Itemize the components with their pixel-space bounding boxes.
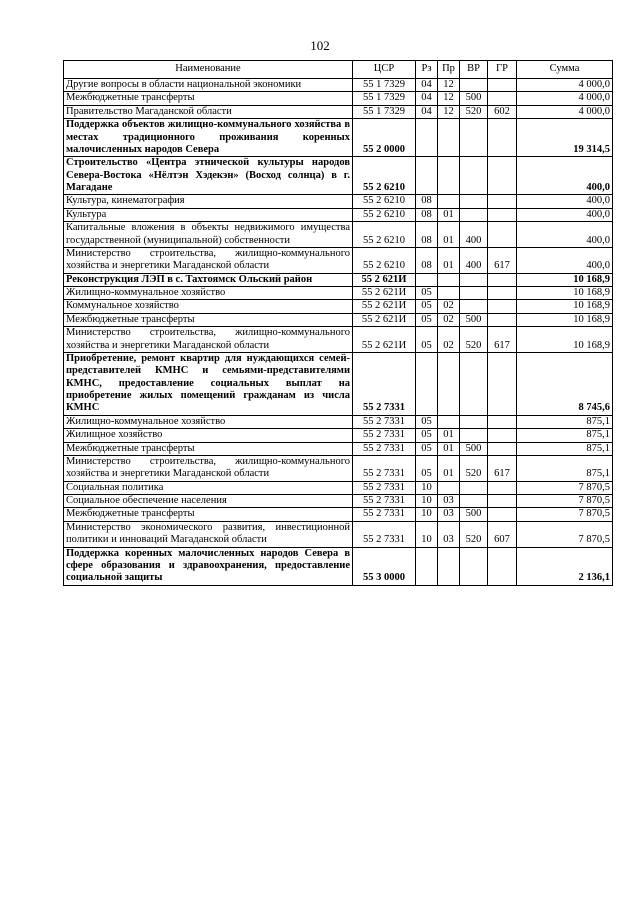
cell-pr — [438, 119, 460, 157]
cell-pr: 03 — [438, 521, 460, 547]
cell-vr — [460, 429, 488, 442]
cell-sum: 7 870,5 — [517, 495, 613, 508]
cell-rz: 05 — [416, 313, 438, 326]
table-row — [64, 327, 613, 353]
table-row — [64, 287, 613, 300]
table-row — [64, 455, 613, 481]
cell-sum: 4 000,0 — [517, 79, 613, 92]
cell-rz — [416, 547, 438, 585]
cell-sum: 400,0 — [517, 157, 613, 195]
cell-rz: 08 — [416, 195, 438, 208]
cell-vr: 520 — [460, 105, 488, 118]
cell-sum: 4 000,0 — [517, 105, 613, 118]
cell-name: Правительство Магаданской области — [64, 105, 353, 118]
cell-sum: 10 168,9 — [517, 300, 613, 313]
cell-rz: 10 — [416, 508, 438, 521]
header-sum: Сумма — [517, 61, 613, 79]
budget-table — [63, 60, 613, 586]
cell-pr: 02 — [438, 313, 460, 326]
cell-gr — [488, 195, 517, 208]
table-row — [64, 79, 613, 92]
cell-sum: 7 870,5 — [517, 521, 613, 547]
cell-vr — [460, 415, 488, 428]
cell-name: Жилищно-коммунальное хозяйство — [64, 415, 353, 428]
cell-sum: 10 168,9 — [517, 273, 613, 286]
table-row — [64, 92, 613, 105]
cell-gr — [488, 273, 517, 286]
cell-rz: 04 — [416, 105, 438, 118]
cell-csr: 55 2 7331 — [353, 521, 416, 547]
table-row — [64, 547, 613, 585]
cell-csr: 55 1 7329 — [353, 79, 416, 92]
cell-vr — [460, 195, 488, 208]
table-row — [64, 415, 613, 428]
cell-pr: 03 — [438, 495, 460, 508]
cell-vr: 500 — [460, 442, 488, 455]
cell-sum: 7 870,5 — [517, 481, 613, 494]
cell-name: Министерство строительства, жилищно-коммунального хозяйства и энергетики Магаданской области — [64, 327, 353, 353]
table-row — [64, 208, 613, 221]
cell-rz: 05 — [416, 455, 438, 481]
cell-vr: 500 — [460, 508, 488, 521]
cell-rz: 05 — [416, 327, 438, 353]
cell-pr: 02 — [438, 300, 460, 313]
cell-name: Реконструкция ЛЭП в с. Тахтоямск Ольский район — [64, 273, 353, 286]
cell-csr: 55 2 621И — [353, 287, 416, 300]
cell-sum: 400,0 — [517, 195, 613, 208]
cell-name: Межбюджетные трансферты — [64, 313, 353, 326]
cell-sum: 7 870,5 — [517, 508, 613, 521]
cell-pr: 12 — [438, 92, 460, 105]
cell-rz: 05 — [416, 300, 438, 313]
cell-gr: 602 — [488, 105, 517, 118]
table-row — [64, 481, 613, 494]
cell-rz: 05 — [416, 429, 438, 442]
table-row — [64, 521, 613, 547]
cell-gr — [488, 222, 517, 248]
cell-pr: 01 — [438, 247, 460, 273]
page-number: 102 — [310, 38, 330, 53]
table-row — [64, 195, 613, 208]
cell-name: Поддержка коренных малочисленных народов Севера в сфере образования и здравоохранения, предоставление социальной защиты — [64, 547, 353, 585]
table-body — [64, 79, 613, 586]
cell-pr: 01 — [438, 208, 460, 221]
cell-name: Поддержка объектов жилищно-коммунального хозяйства в местах традиционного проживания коренных малочисленных народов Севера — [64, 119, 353, 157]
cell-sum: 8 745,6 — [517, 352, 613, 415]
cell-gr — [488, 157, 517, 195]
cell-pr: 12 — [438, 79, 460, 92]
header-pr: Пр — [438, 61, 460, 79]
cell-gr: 617 — [488, 247, 517, 273]
cell-csr: 55 2 7331 — [353, 352, 416, 415]
cell-sum: 400,0 — [517, 208, 613, 221]
cell-gr — [488, 508, 517, 521]
cell-csr: 55 2 7331 — [353, 455, 416, 481]
cell-rz: 08 — [416, 247, 438, 273]
table-row — [64, 429, 613, 442]
cell-gr — [488, 547, 517, 585]
table-row — [64, 247, 613, 273]
cell-pr — [438, 481, 460, 494]
cell-name: Социальная политика — [64, 481, 353, 494]
cell-vr — [460, 79, 488, 92]
cell-vr: 500 — [460, 313, 488, 326]
cell-name: Министерство строительства, жилищно-коммунального хозяйства и энергетики Магаданской области — [64, 247, 353, 273]
cell-vr: 400 — [460, 222, 488, 248]
cell-rz: 04 — [416, 92, 438, 105]
cell-csr: 55 2 6210 — [353, 208, 416, 221]
cell-pr — [438, 415, 460, 428]
header-name: Наименование — [64, 61, 353, 79]
cell-vr: 520 — [460, 455, 488, 481]
table-row — [64, 442, 613, 455]
table-row — [64, 313, 613, 326]
cell-sum: 400,0 — [517, 247, 613, 273]
cell-sum: 875,1 — [517, 415, 613, 428]
cell-pr: 03 — [438, 508, 460, 521]
cell-csr: 55 2 7331 — [353, 415, 416, 428]
cell-rz: 08 — [416, 208, 438, 221]
cell-name: Министерство экономического развития, инвестиционной политики и инноваций Магаданской области — [64, 521, 353, 547]
cell-pr — [438, 547, 460, 585]
cell-vr — [460, 352, 488, 415]
cell-name: Жилищное хозяйство — [64, 429, 353, 442]
cell-vr: 500 — [460, 92, 488, 105]
cell-rz: 05 — [416, 287, 438, 300]
cell-csr: 55 3 0000 — [353, 547, 416, 585]
table-row — [64, 352, 613, 415]
cell-gr — [488, 429, 517, 442]
cell-gr: 617 — [488, 455, 517, 481]
cell-csr: 55 2 6210 — [353, 247, 416, 273]
cell-vr — [460, 481, 488, 494]
cell-gr — [488, 495, 517, 508]
cell-pr — [438, 352, 460, 415]
cell-vr: 520 — [460, 521, 488, 547]
cell-csr: 55 2 621И — [353, 300, 416, 313]
cell-name: Межбюджетные трансферты — [64, 92, 353, 105]
cell-gr — [488, 79, 517, 92]
table-row — [64, 157, 613, 195]
cell-name: Строительство «Центра этнической культуры народов Севера-Востока «Нёлтэн Хэдекэн» (Восход солнца) в г. Магадане — [64, 157, 353, 195]
cell-name: Культура — [64, 208, 353, 221]
cell-vr — [460, 495, 488, 508]
cell-csr: 55 1 7329 — [353, 105, 416, 118]
cell-csr: 55 2 621И — [353, 313, 416, 326]
cell-rz: 10 — [416, 521, 438, 547]
cell-vr — [460, 119, 488, 157]
cell-name: Министерство строительства, жилищно-коммунального хозяйства и энергетики Магаданской области — [64, 455, 353, 481]
table-row — [64, 119, 613, 157]
cell-pr: 02 — [438, 327, 460, 353]
cell-name: Капитальные вложения в объекты недвижимого имущества государственной (муниципальной) собственности — [64, 222, 353, 248]
cell-rz: 04 — [416, 79, 438, 92]
table-row — [64, 495, 613, 508]
cell-pr: 01 — [438, 429, 460, 442]
cell-rz — [416, 157, 438, 195]
cell-csr: 55 2 7331 — [353, 429, 416, 442]
table-row — [64, 508, 613, 521]
cell-sum: 875,1 — [517, 455, 613, 481]
cell-sum: 10 168,9 — [517, 313, 613, 326]
cell-vr — [460, 157, 488, 195]
cell-pr: 12 — [438, 105, 460, 118]
cell-rz: 05 — [416, 442, 438, 455]
cell-gr — [488, 442, 517, 455]
cell-rz — [416, 352, 438, 415]
cell-sum: 10 168,9 — [517, 287, 613, 300]
cell-gr — [488, 287, 517, 300]
cell-csr: 55 2 7331 — [353, 495, 416, 508]
cell-sum: 19 314,5 — [517, 119, 613, 157]
cell-vr — [460, 273, 488, 286]
cell-rz: 10 — [416, 495, 438, 508]
cell-pr: 01 — [438, 455, 460, 481]
cell-pr — [438, 273, 460, 286]
cell-sum: 875,1 — [517, 429, 613, 442]
cell-csr: 55 2 6210 — [353, 222, 416, 248]
cell-name: Приобретение, ремонт квартир для нуждающихся семей-представителей КМНС и семьями-представителями КМНС, предоставление социальных выплат на приобретение жилых помещений гражданам из числа КМНС — [64, 352, 353, 415]
cell-pr — [438, 157, 460, 195]
cell-csr: 55 2 621И — [353, 327, 416, 353]
cell-rz: 05 — [416, 415, 438, 428]
cell-vr — [460, 208, 488, 221]
header-gr: ГР — [488, 61, 517, 79]
cell-pr — [438, 195, 460, 208]
cell-name: Другие вопросы в области национальной экономики — [64, 79, 353, 92]
cell-name: Межбюджетные трансферты — [64, 442, 353, 455]
cell-csr: 55 2 0000 — [353, 119, 416, 157]
cell-gr — [488, 208, 517, 221]
cell-pr: 01 — [438, 222, 460, 248]
cell-csr: 55 2 621И — [353, 273, 416, 286]
cell-sum: 10 168,9 — [517, 327, 613, 353]
cell-csr: 55 2 7331 — [353, 508, 416, 521]
cell-pr — [438, 287, 460, 300]
cell-csr: 55 2 7331 — [353, 481, 416, 494]
cell-sum: 2 136,1 — [517, 547, 613, 585]
cell-name: Культура, кинематография — [64, 195, 353, 208]
cell-gr — [488, 352, 517, 415]
table-row — [64, 105, 613, 118]
table-row — [64, 300, 613, 313]
table-header-row — [64, 61, 613, 79]
cell-gr — [488, 300, 517, 313]
cell-gr: 617 — [488, 327, 517, 353]
cell-gr — [488, 92, 517, 105]
cell-rz: 08 — [416, 222, 438, 248]
cell-gr — [488, 313, 517, 326]
cell-vr — [460, 300, 488, 313]
cell-csr: 55 2 6210 — [353, 195, 416, 208]
cell-name: Жилищно-коммунальное хозяйство — [64, 287, 353, 300]
cell-gr — [488, 415, 517, 428]
cell-sum: 400,0 — [517, 222, 613, 248]
table-row — [64, 222, 613, 248]
header-vr: ВР — [460, 61, 488, 79]
header-csr: ЦСР — [353, 61, 416, 79]
cell-gr — [488, 119, 517, 157]
cell-vr: 400 — [460, 247, 488, 273]
cell-csr: 55 2 7331 — [353, 442, 416, 455]
cell-csr: 55 1 7329 — [353, 92, 416, 105]
cell-name: Социальное обеспечение населения — [64, 495, 353, 508]
cell-vr — [460, 547, 488, 585]
cell-pr: 01 — [438, 442, 460, 455]
cell-gr: 607 — [488, 521, 517, 547]
cell-rz: 10 — [416, 481, 438, 494]
cell-name: Коммунальное хозяйство — [64, 300, 353, 313]
table-row — [64, 273, 613, 286]
cell-sum: 875,1 — [517, 442, 613, 455]
cell-sum: 4 000,0 — [517, 92, 613, 105]
header-rz: Рз — [416, 61, 438, 79]
cell-name: Межбюджетные трансферты — [64, 508, 353, 521]
cell-csr: 55 2 6210 — [353, 157, 416, 195]
cell-vr — [460, 287, 488, 300]
cell-gr — [488, 481, 517, 494]
cell-vr: 520 — [460, 327, 488, 353]
cell-rz — [416, 273, 438, 286]
cell-rz — [416, 119, 438, 157]
